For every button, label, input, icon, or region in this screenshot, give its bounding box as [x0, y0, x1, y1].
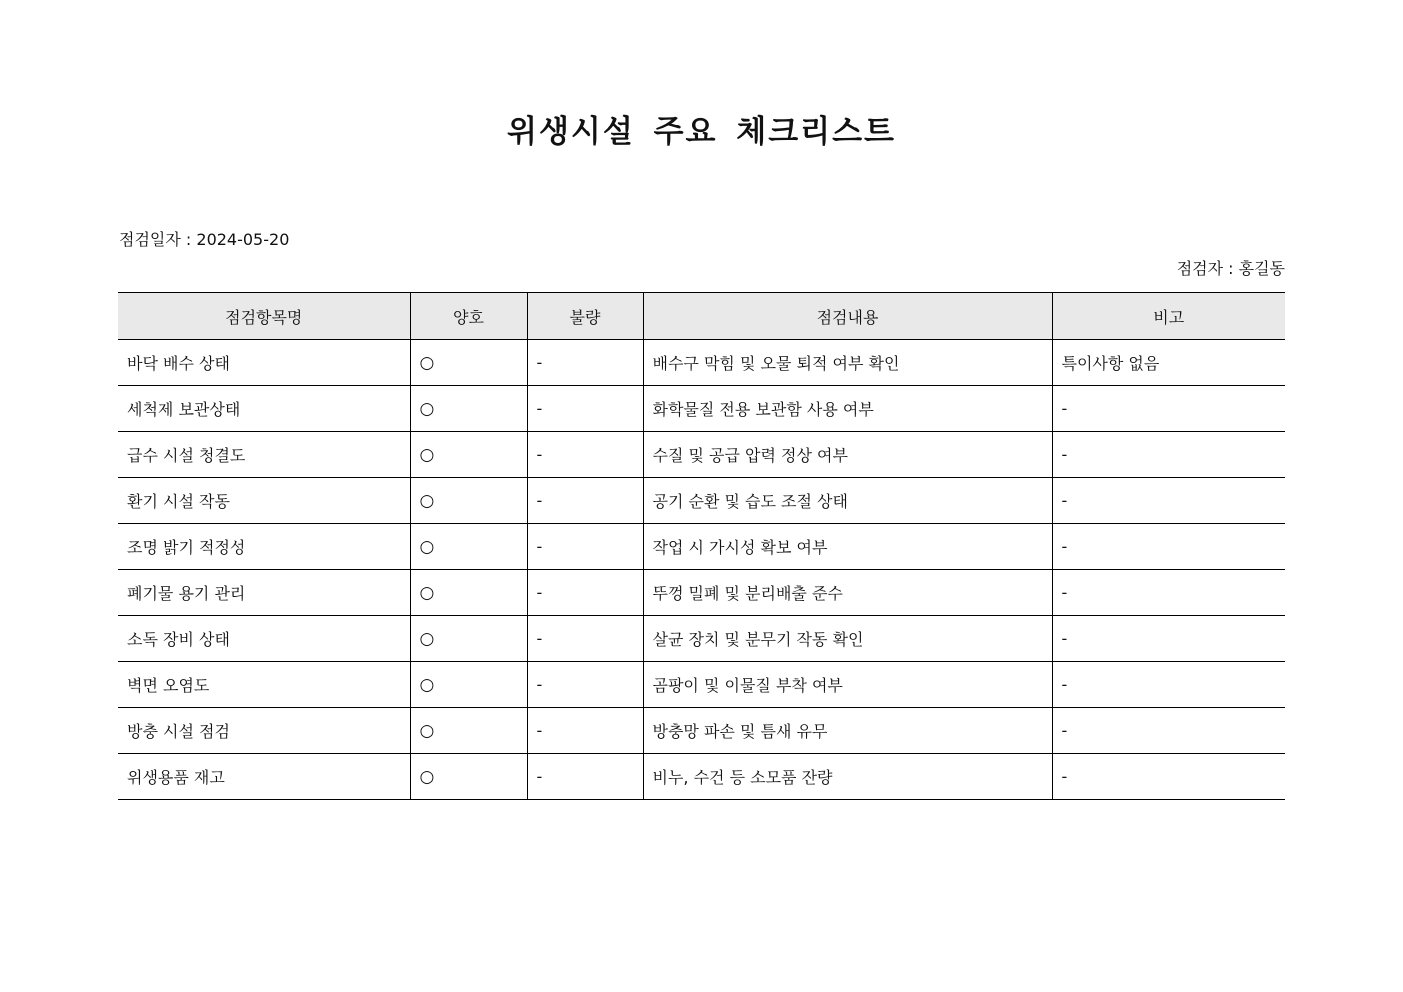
cell-bad-mark: - [527, 524, 643, 570]
cell-content: 곰팡이 및 이물질 부착 여부 [643, 662, 1052, 708]
cell-note: 특이사항 없음 [1052, 340, 1285, 386]
table-row [118, 754, 1285, 800]
cell-item-name: 벽면 오염도 [118, 662, 410, 708]
cell-note: - [1052, 754, 1285, 800]
cell-content: 비누, 수건 등 소모품 잔량 [643, 754, 1052, 800]
cell-content: 뚜껑 밀폐 및 분리배출 준수 [643, 570, 1052, 616]
cell-item-name: 급수 시설 청결도 [118, 432, 410, 478]
cell-content: 방충망 파손 및 틈새 유무 [643, 708, 1052, 754]
cell-bad-mark: - [527, 616, 643, 662]
cell-bad-mark: - [527, 708, 643, 754]
cell-content: 배수구 막힘 및 오물 퇴적 여부 확인 [643, 340, 1052, 386]
cell-good-mark: ○ [410, 570, 527, 616]
cell-item-name: 세척제 보관상태 [118, 386, 410, 432]
cell-note: - [1052, 478, 1285, 524]
cell-bad-mark: - [527, 754, 643, 800]
cell-content: 작업 시 가시성 확보 여부 [643, 524, 1052, 570]
table-row [118, 616, 1285, 662]
header-note: 비고 [1052, 293, 1285, 340]
cell-bad-mark: - [527, 570, 643, 616]
cell-good-mark: ○ [410, 478, 527, 524]
cell-note: - [1052, 662, 1285, 708]
cell-content: 수질 및 공급 압력 정상 여부 [643, 432, 1052, 478]
cell-item-name: 방충 시설 점검 [118, 708, 410, 754]
cell-good-mark: ○ [410, 432, 527, 478]
cell-bad-mark: - [527, 478, 643, 524]
cell-content: 공기 순환 및 습도 조절 상태 [643, 478, 1052, 524]
cell-content: 화학물질 전용 보관함 사용 여부 [643, 386, 1052, 432]
cell-note: - [1052, 616, 1285, 662]
table-row [118, 524, 1285, 570]
document-title: 위생시설 주요 체크리스트 [507, 114, 896, 150]
cell-note: - [1052, 708, 1285, 754]
table-row [118, 340, 1285, 386]
cell-good-mark: ○ [410, 524, 527, 570]
header-good: 양호 [410, 293, 527, 340]
table-row [118, 386, 1285, 432]
cell-note: - [1052, 432, 1285, 478]
cell-good-mark: ○ [410, 386, 527, 432]
inspection-date: 점검일자 : 2024-05-20 [119, 230, 290, 249]
cell-good-mark: ○ [410, 662, 527, 708]
cell-item-name: 환기 시설 작동 [118, 478, 410, 524]
cell-note: - [1052, 524, 1285, 570]
table-row [118, 570, 1285, 616]
cell-bad-mark: - [527, 340, 643, 386]
cell-item-name: 폐기물 용기 관리 [118, 570, 410, 616]
inspector-name: 점검자 : 홍길동 [1176, 259, 1285, 278]
cell-bad-mark: - [527, 662, 643, 708]
table-row [118, 478, 1285, 524]
header-bad: 불량 [527, 293, 643, 340]
cell-bad-mark: - [527, 386, 643, 432]
cell-good-mark: ○ [410, 754, 527, 800]
cell-bad-mark: - [527, 432, 643, 478]
table-row [118, 662, 1285, 708]
cell-item-name: 바닥 배수 상태 [118, 340, 410, 386]
cell-good-mark: ○ [410, 340, 527, 386]
cell-good-mark: ○ [410, 708, 527, 754]
header-item-name: 점검항목명 [118, 293, 410, 340]
header-content: 점검내용 [643, 293, 1052, 340]
checklist-table [118, 292, 1285, 800]
cell-good-mark: ○ [410, 616, 527, 662]
table-row [118, 432, 1285, 478]
table-row [118, 708, 1285, 754]
cell-note: - [1052, 570, 1285, 616]
cell-item-name: 조명 밝기 적정성 [118, 524, 410, 570]
cell-item-name: 위생용품 재고 [118, 754, 410, 800]
cell-content: 살균 장치 및 분무기 작동 확인 [643, 616, 1052, 662]
cell-item-name: 소독 장비 상태 [118, 616, 410, 662]
table-header-row [118, 293, 1285, 340]
cell-note: - [1052, 386, 1285, 432]
